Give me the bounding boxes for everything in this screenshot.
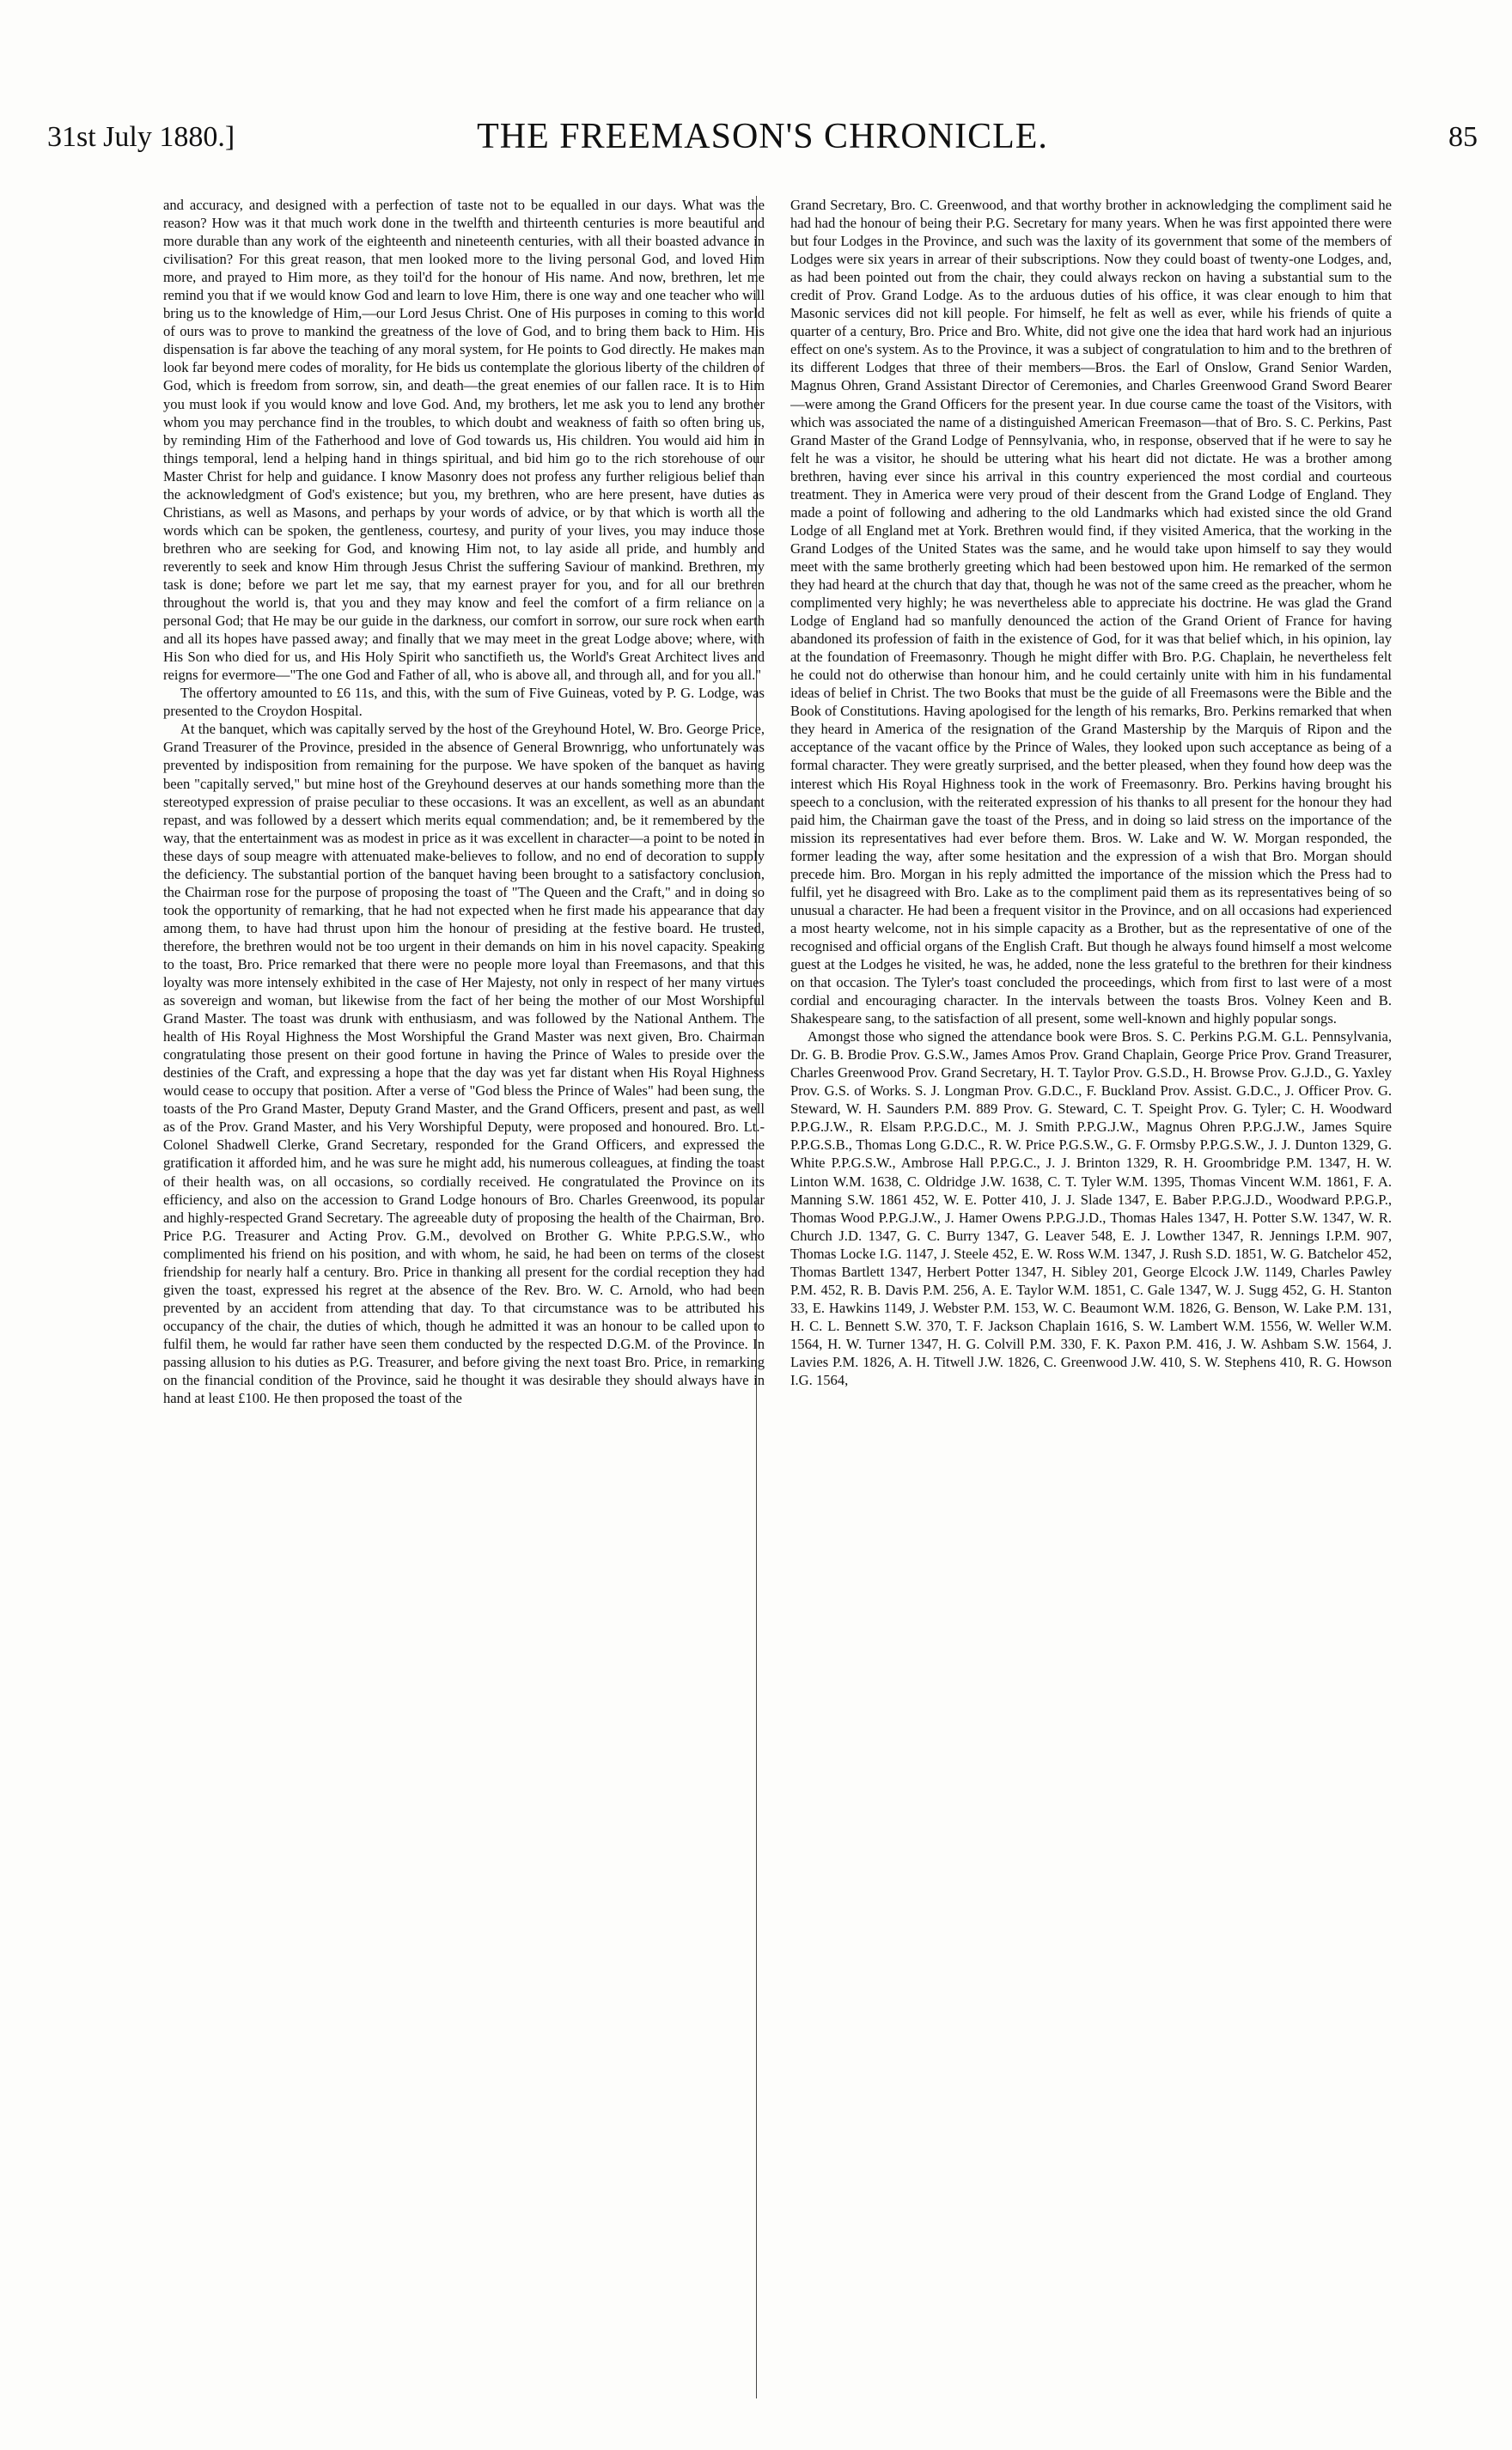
left-column xyxy=(163,196,765,2398)
page-number: 85 xyxy=(1448,121,1478,153)
issue-date: 31st July 1880.] xyxy=(47,121,235,153)
paragraph: Grand Secretary, Bro. C. Greenwood, and that worthy brother in acknowledging the compliment said he had had the honour of being their P.G. Secretary for many years. When he was first appointed there were but four Lodges in the Province, and such was the laxity of its government that some of the members of Lodges were six years in arrear of their subscriptions. Now they could boast of twenty-one Lodges, and, as had been pointed out from the chair, they could always reckon on having a substantial sum to the credit of Prov. Grand Lodge. As to the arduous duties of his office, it was clear enough to him that Masonic services did not kill people. For himself, he felt as well as ever, while his friends of quite a quarter of a century, Bro. Price and Bro. White, did not give one the idea that hard work had an injurious effect on one's system. As to the Province, it was a subject of congratulation to him and to the brethren of its different Lodges that three of their members—Bros. the Earl of Onslow, Grand Senior Warden, Magnus Ohren, Grand Assistant Director of Ceremonies, and Charles Greenwood Grand Sword Bearer—were among the Grand Officers for the present year. In due course came the toast of the Visitors, with which was associated the name of a distinguished American Freemason—that of Bro. S. C. Perkins, Past Grand Master of the Grand Lodge of Pennsylvania, who, in response, observed that if he were to say he felt he was a visitor, he should be uttering what his heart did not dictate. He was a brother among brethren, having ever since his arrival in this country experienced the most cordial and courteous treatment. They in America were very proud of their descent from the Grand Lodge of England. They made a point of following and adhering to the old Landmarks which had existed since the old Grand Lodge of all England met at York. Brethren would find, if they visited America, that the working in the Grand Lodges of the United States was the same, and he would take upon himself to say they would meet with the same brotherly greeting which had been bestowed upon him. He remarked of the sermon they had heard at the church that day that, though he was not of the same creed as the preacher, whom he complimented very highly; he was nevertheless able to appreciate his doctrine. He was glad the Grand Lodge of England had so manfully denounced the action of the Grand Orient of France for having abandoned its profession of faith in the existence of God, for it was that belief which, in his opinion, lay at the foundation of Freemasonry. Though he might differ with Bro. P.G. Chaplain, he nevertheless felt he could not do otherwise than honour him, and he could certainly unite with him in his fundamental ideas of belief in Christ. The two Books that must be the guide of all Freemasons were the Bible and the Book of Constitutions. Having apologised for the length of his remarks, Bro. Perkins remarked that when they heard in America of the resignation of the Grand Mastership by the Marquis of Ripon and the acceptance of the vacant office by the Prince of Wales, they looked upon such acceptance as being of a formal character. They were greatly surprised, and the better pleased, when they found how deep was the interest which His Royal Highness took in the work of Freemasonry. Bro. Perkins having brought his speech to a conclusion, with the reiterated expression of his thanks to all present for the honour they had paid him, the Chairman gave the toast of the Press, and in doing so laid stress on the importance of the mission its representatives had ever before them. Bros. W. Lake and W. W. Morgan responded, the former leading the way, after some hesitation and the expression of a wish that Bro. Morgan should precede him. Bro. Morgan in his reply admitted the importance of the mission which the Press had to fulfil, yet he disagreed with Bro. Lake as to the compliment paid them as its representatives being of so unusual a character. He had been a frequent visitor in the Province, and on all occasions had experienced a most hearty welcome, not in his simple capacity as a Brother, but as the representative of one of the recognised and official organs of the English Craft. But though he always found himself a most welcome guest at the Lodges he visited, he was, he added, none the less grateful to the brethren for their kindness on that occasion. The Tyler's toast concluded the proceedings, which from first to last were of a most cordial and encouraging character. In the intervals between the toasts Bros. Volney Keen and B. Shakespeare sang, to the satisfaction of all present, some well-known and highly popular songs. xyxy=(790,197,1392,1027)
paragraph: Amongst those who signed the attendance book were Bros. S. C. Perkins P.G.M. G.L. Pennsylvania, Dr. G. B. Brodie Prov. G.S.W., James Amos Prov. Grand Chaplain, George Price Prov. Grand Treasurer, Charles Greenwood Prov. Grand Secretary, H. T. Taylor Prov. G.S.D., H. Browse Prov. G.J.D., G. Yaxley Prov. G.S. of Works. S. J. Longman Prov. G.D.C., F. Buckland Prov. Assist. G.D.C., J. Officer Prov. G. Steward, W. H. Saunders P.M. 889 Prov. G. Steward, C. T. Speight Prov. G. Tyler; C. H. Woodward P.P.G.J.W., R. Elsam P.P.G.D.C., M. J. Smith P.P.G.J.W., Magnus Ohren P.P.G.J.W., James Squire P.P.G.S.B., Thomas Long G.D.C., R. W. Price P.G.S.W., G. F. Ormsby P.P.G.S.W., J. J. Dunton 1329, G. White P.P.G.S.W., Ambrose Hall P.P.G.C., J. J. Brinton 1329, R. H. Groombridge P.M. 1347, H. W. Linton W.M. 1638, C. Oldridge J.W. 1638, C. T. Tyler W.M. 1395, Thomas Vincent W.M. 1861, F. A. Manning S.W. 1861 452, W. E. Potter 410, J. J. Slade 1347, E. Baber P.P.G.J.D., Woodward P.P.G.P., Thomas Wood P.P.G.J.W., J. Hamer Owens P.P.G.J.D., Thomas Hales 1347, H. Potter S.W. 1347, W. R. Church J.D. 1347, G. C. Burry 1347, G. Leaver 548, E. J. Lowther 1347, R. Jennings I.P.M. 907, Thomas Locke I.G. 1147, J. Steele 452, E. W. Ross W.M. 1347, J. Rush S.D. 1851, W. G. Batchelor 452, Thomas Bartlett 1347, Herbert Potter 1347, H. Sibley 201, George Elcock J.W. 1149, Charles Pawley P.M. 452, R. B. Davis P.M. 256, A. E. Taylor W.M. 1851, C. Gale 1347, W. J. Sugg 452, G. H. Stanton 33, E. Hawkins 1149, J. Webster P.M. 153, W. C. Beaumont W.M. 1826, G. Benson, W. Lake P.M. 131, H. C. L. Bennett S.W. 370, T. F. Jackson Chaplain 1616, S. W. Lambert W.M. 1556, W. Weller W.M. 1564, H. W. Turner 1347, H. G. Colvill P.M. 330, F. K. Paxon P.M. 416, J. W. Ashbam S.W. 1564, J. Lavies P.M. 1826, A. H. Titwell J.W. 1826, C. Greenwood J.W. 410, S. W. Stephens 410, R. G. Howson I.G. 1564, xyxy=(790,1028,1392,1389)
paragraph: and accuracy, and designed with a perfection of taste not to be equalled in our days. What was the reason? How was it that much work done in the twelfth and thirteenth centuries is more beautiful and more durable than any work of the eighteenth and nineteenth centuries, with all their boasted advance in civilisation? For this great reason, that men looked more to the living personal God, and loved Him more, and prayed to Him more, as they toil'd for the honour of His name. And now, brethren, let me remind you that if we would know God and learn to love Him, there is one way and one teacher who will bring us to the knowledge of Him,—our Lord Jesus Christ. One of His purposes in coming to this world of ours was to prove to mankind the greatness of the love of God, and to bring them back to Him. His dispensation is far above the teaching of any moral system, for He points to God directly. He makes man look far beyond mere codes of morality, for He bids us contemplate the glorious liberty of the children of God, which is freedom from sorrow, sin, and death—the great enemies of our fallen race. It is to Him you must look if you would know and love God. And, my brothers, let me ask you to lend any brother whom you may perchance find in the troubles, to which doubt and weakness of faith so often bring us, by reminding Him of the Fatherhood and love of God towards us, His children. You would aid him in things temporal, lend a helping hand in things spiritual, and bid him go to the rich storehouse of our Master Christ for help and guidance. I know Masonry does not profess any further religious belief than the acknowledgment of God's existence; but you, my brethren, who are here present, have duties as Christians, as well as Masons, and perhaps by your words of advice, or by that which is worth all the words which can be spoken, the gentleness, courtesy, and purity of your lives, you may induce those brethren who are seeking for God, and knowing Him not, to lay aside all pride, and humbly and reverently to seek and know Him through Jesus Christ the suffering Saviour of mankind. Brethren, my task is done; before we part let me say, that my earnest prayer for you, and for all our brethren throughout the world is, that you and they may know and feel the comfort of a firm reliance on a personal God; that He may be our guide in the darkness, our comfort in sorrow, our sure rock when earth and all its hopes have passed away; and finally that we may meet in the great Lodge above; where, with His Son who died for us, and His Holy Spirit who sanctifieth us, the World's Great Architect lives and reigns for evermore—"The one God and Father of all, who is above all, and through all, and for you all." xyxy=(163,197,765,684)
paragraph: The offertory amounted to £6 11s, and this, with the sum of Five Guineas, voted by P. G. Lodge, was presented to the Croydon Hospital. xyxy=(163,685,765,720)
publication-title: THE FREEMASON'S CHRONICLE. xyxy=(477,117,1048,156)
masthead xyxy=(47,116,1478,168)
article-columns xyxy=(163,196,1392,2398)
paragraph: At the banquet, which was capitally served by the host of the Greyhound Hotel, W. Bro. George Price, Grand Treasurer of the Province, presided in the absence of General Brownrigg, who unfortunately was prevented by indisposition from remaining for the purpose. We have spoken of the banquet as having been "capitally served," but mine host of the Greyhound deserves at our hands something more than the stereotyped expression of praise peculiar to these occasions. It was an excellent, as well as an abundant repast, and was followed by a dessert which merits equal commendation; and, be it remembered by the way, that the entertainment was as modest in price as it was excellent in character—a point to be noted in these days of soup meagre with attenuated make-believes to follow, and no end of decoration to supply the deficiency. The substantial portion of the banquet having been brought to a satisfactory conclusion, the Chairman rose for the purpose of proposing the toast of "The Queen and the Craft," and in doing so took the opportunity of remarking, that he had not expected when he first made his appearance that day among them, to have had thrust upon him the honour of presiding at the festive board. He trusted, therefore, the brethren would not be too urgent in their demands on him in his novel capacity. Speaking to the toast, Bro. Price remarked that there were no people more loyal than Freemasons, and that this loyalty was more intensely exhibited in the case of Her Majesty, not only in respect of her many virtues as sovereign and woman, but likewise from the fact of her being the mother of our Most Worshipful Grand Master. The toast was drunk with enthusiasm, and was followed by the National Anthem. The health of His Royal Highness the Most Worshipful the Grand Master was next given, Bro. Chairman congratulating those present on their good fortune in having the Prince of Wales to preside over the destinies of the Craft, and expressing a hope that the day was yet far distant when His Royal Highness would cease to occupy that position. After a verse of "God bless the Prince of Wales" had been sung, the toasts of the Pro Grand Master, Deputy Grand Master, and the Grand Officers, present and past, as well as of the Prov. Grand Master, and his Very Worshipful Deputy, were proposed and honoured. Bro. Lt.-Colonel Shadwell Clerke, Grand Secretary, responded for the Grand Officers, and expressed the gratification it afforded him, and he was sure he might add, his numerous colleagues, at finding the toast of their health was, on all occasions, so cordially received. He congratulated the Province on its efficiency, and also on the accession to Grand Lodge honours of Bro. Charles Greenwood, its popular and highly-respected Grand Secretary. The agreeable duty of proposing the health of the Chairman, Bro. Price P.G. Treasurer and Acting Prov. G.M., devolved on Brother G. White P.P.G.S.W., who complimented his friend on his position, and with whom, he said, he had been on terms of the closest friendship for nearly half a century. Bro. Price in thanking all present for the cordial reception they had given the toast, expressed his regret at the absence of the Rev. Bro. W. C. Arnold, who had been prevented by an accident from attending that day. To that circumstance was to be attributed his occupancy of the chair, the duties of which, though he admitted it was an honour to be called upon to fulfil them, he would far rather have seen them conducted by the respected D.G.M. of the Province. In passing allusion to his duties as P.G. Treasurer, and before giving the next toast Bro. Price, in remarking on the financial condition of the Province, said he thought it was desirable they should always have in hand at least £100. He then proposed the toast of the xyxy=(163,721,765,1407)
right-column xyxy=(790,196,1392,2398)
